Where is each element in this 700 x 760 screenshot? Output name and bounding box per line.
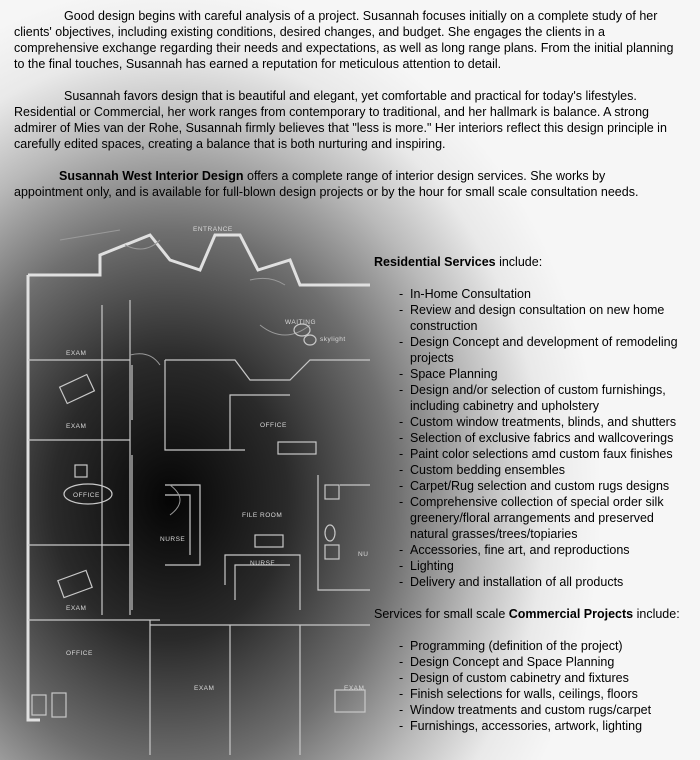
list-item: - Design Concept and Space Planning [374,654,694,670]
intro-paragraph-2 [14,88,674,152]
label-waiting: WAITING [285,319,317,326]
label-exam-2: EXAM [66,423,87,430]
residential-heading-bold: Residential Services [374,255,496,269]
list-item: - Comprehensive collection of special order silk greenery/floral arrangements and preserved natural grasses/trees/topiaries [374,494,694,542]
label-exam-5: EXAM [344,685,365,692]
intro-paragraph-1 [14,8,674,72]
commercial-services-section [374,606,694,734]
list-item: - Design and/or selection of custom furnishings, including cabinetry and upholstery [374,382,694,414]
commercial-heading-bold: Commercial Projects [508,607,634,621]
label-nurse-2: NURSE [250,560,276,567]
floor-plan-labels [66,226,368,692]
intro-paragraph-3 [14,168,674,200]
label-exam-4: EXAM [194,685,215,692]
label-exam-1: EXAM [66,350,87,357]
list-item: - Window treatments and custom rugs/carpet [374,702,694,718]
list-item: - Space Planning [374,366,694,382]
label-office-2: OFFICE [73,492,100,499]
label-exam-3: EXAM [66,605,87,612]
commercial-heading [374,606,694,622]
list-item: - Lighting [374,558,694,574]
label-nurse-1: NURSE [160,536,186,543]
list-item: - Finish selections for walls, ceilings, floors [374,686,694,702]
commercial-list [374,638,694,734]
label-skylight: skylight [320,336,346,343]
intro-text-3: offers a complete range of interior design services. She works by appointment only, and is available for full-blown design projects or by the hour for small scale consultation needs. [14,169,639,199]
company-name: Susannah West Interior Design [59,169,244,183]
residential-list [374,286,694,590]
list-item: - Design Concept and development of remodeling projects [374,334,694,366]
list-item: - Review and design consultation on new home construction [374,302,694,334]
list-item: - Furnishings, accessories, artwork, lighting [374,718,694,734]
list-item: - In-Home Consultation [374,286,694,302]
list-item: - Accessories, fine art, and reproductions [374,542,694,558]
intro-text-1: Good design begins with careful analysis of a project. Susannah focuses initially on a complete study of her clients' objectives, including existing conditions, desired changes, and budget. She engages the clients in a comprehensive exchange regarding their needs and expectations, as well as long range plans. From the initial planning to the final touches, Susannah has earned a reputation for meticulous attention to detail. [14,9,674,71]
list-item: - Programming (definition of the project) [374,638,694,654]
label-office-3: OFFICE [66,650,93,657]
residential-services-section [374,254,694,590]
list-item: - Delivery and installation of all products [374,574,694,590]
label-nu: NU [358,551,369,558]
list-item: - Design of custom cabinetry and fixtures [374,670,694,686]
commercial-heading-pre: Services for small scale [374,607,509,621]
list-item: - Custom bedding ensembles [374,462,694,478]
label-entrance: ENTRANCE [193,226,233,233]
label-file-room: FILE ROOM [242,512,283,519]
commercial-heading-rest: include: [633,607,680,621]
intro-text-2: Susannah favors design that is beautiful and elegant, yet comfortable and practical for today's lifestyles. Residential or Commercial, her work ranges from contemporary to traditional, and her hallmark is balance. A strong admirer of Mies van der Rohe, Susannah firmly believes that "less is more." Her interiors reflect this design principle in carefully edited spaces, creating a balance that is both nurturing and inspiring. [14,89,667,151]
list-item: - Custom window treatments, blinds, and shutters [374,414,694,430]
residential-heading [374,254,694,270]
label-office-1: OFFICE [260,422,287,429]
residential-heading-rest: include: [495,255,543,269]
list-item: - Paint color selections amd custom faux finishes [374,446,694,462]
list-item: - Selection of exclusive fabrics and wallcoverings [374,430,694,446]
list-item: - Carpet/Rug selection and custom rugs designs [374,478,694,494]
